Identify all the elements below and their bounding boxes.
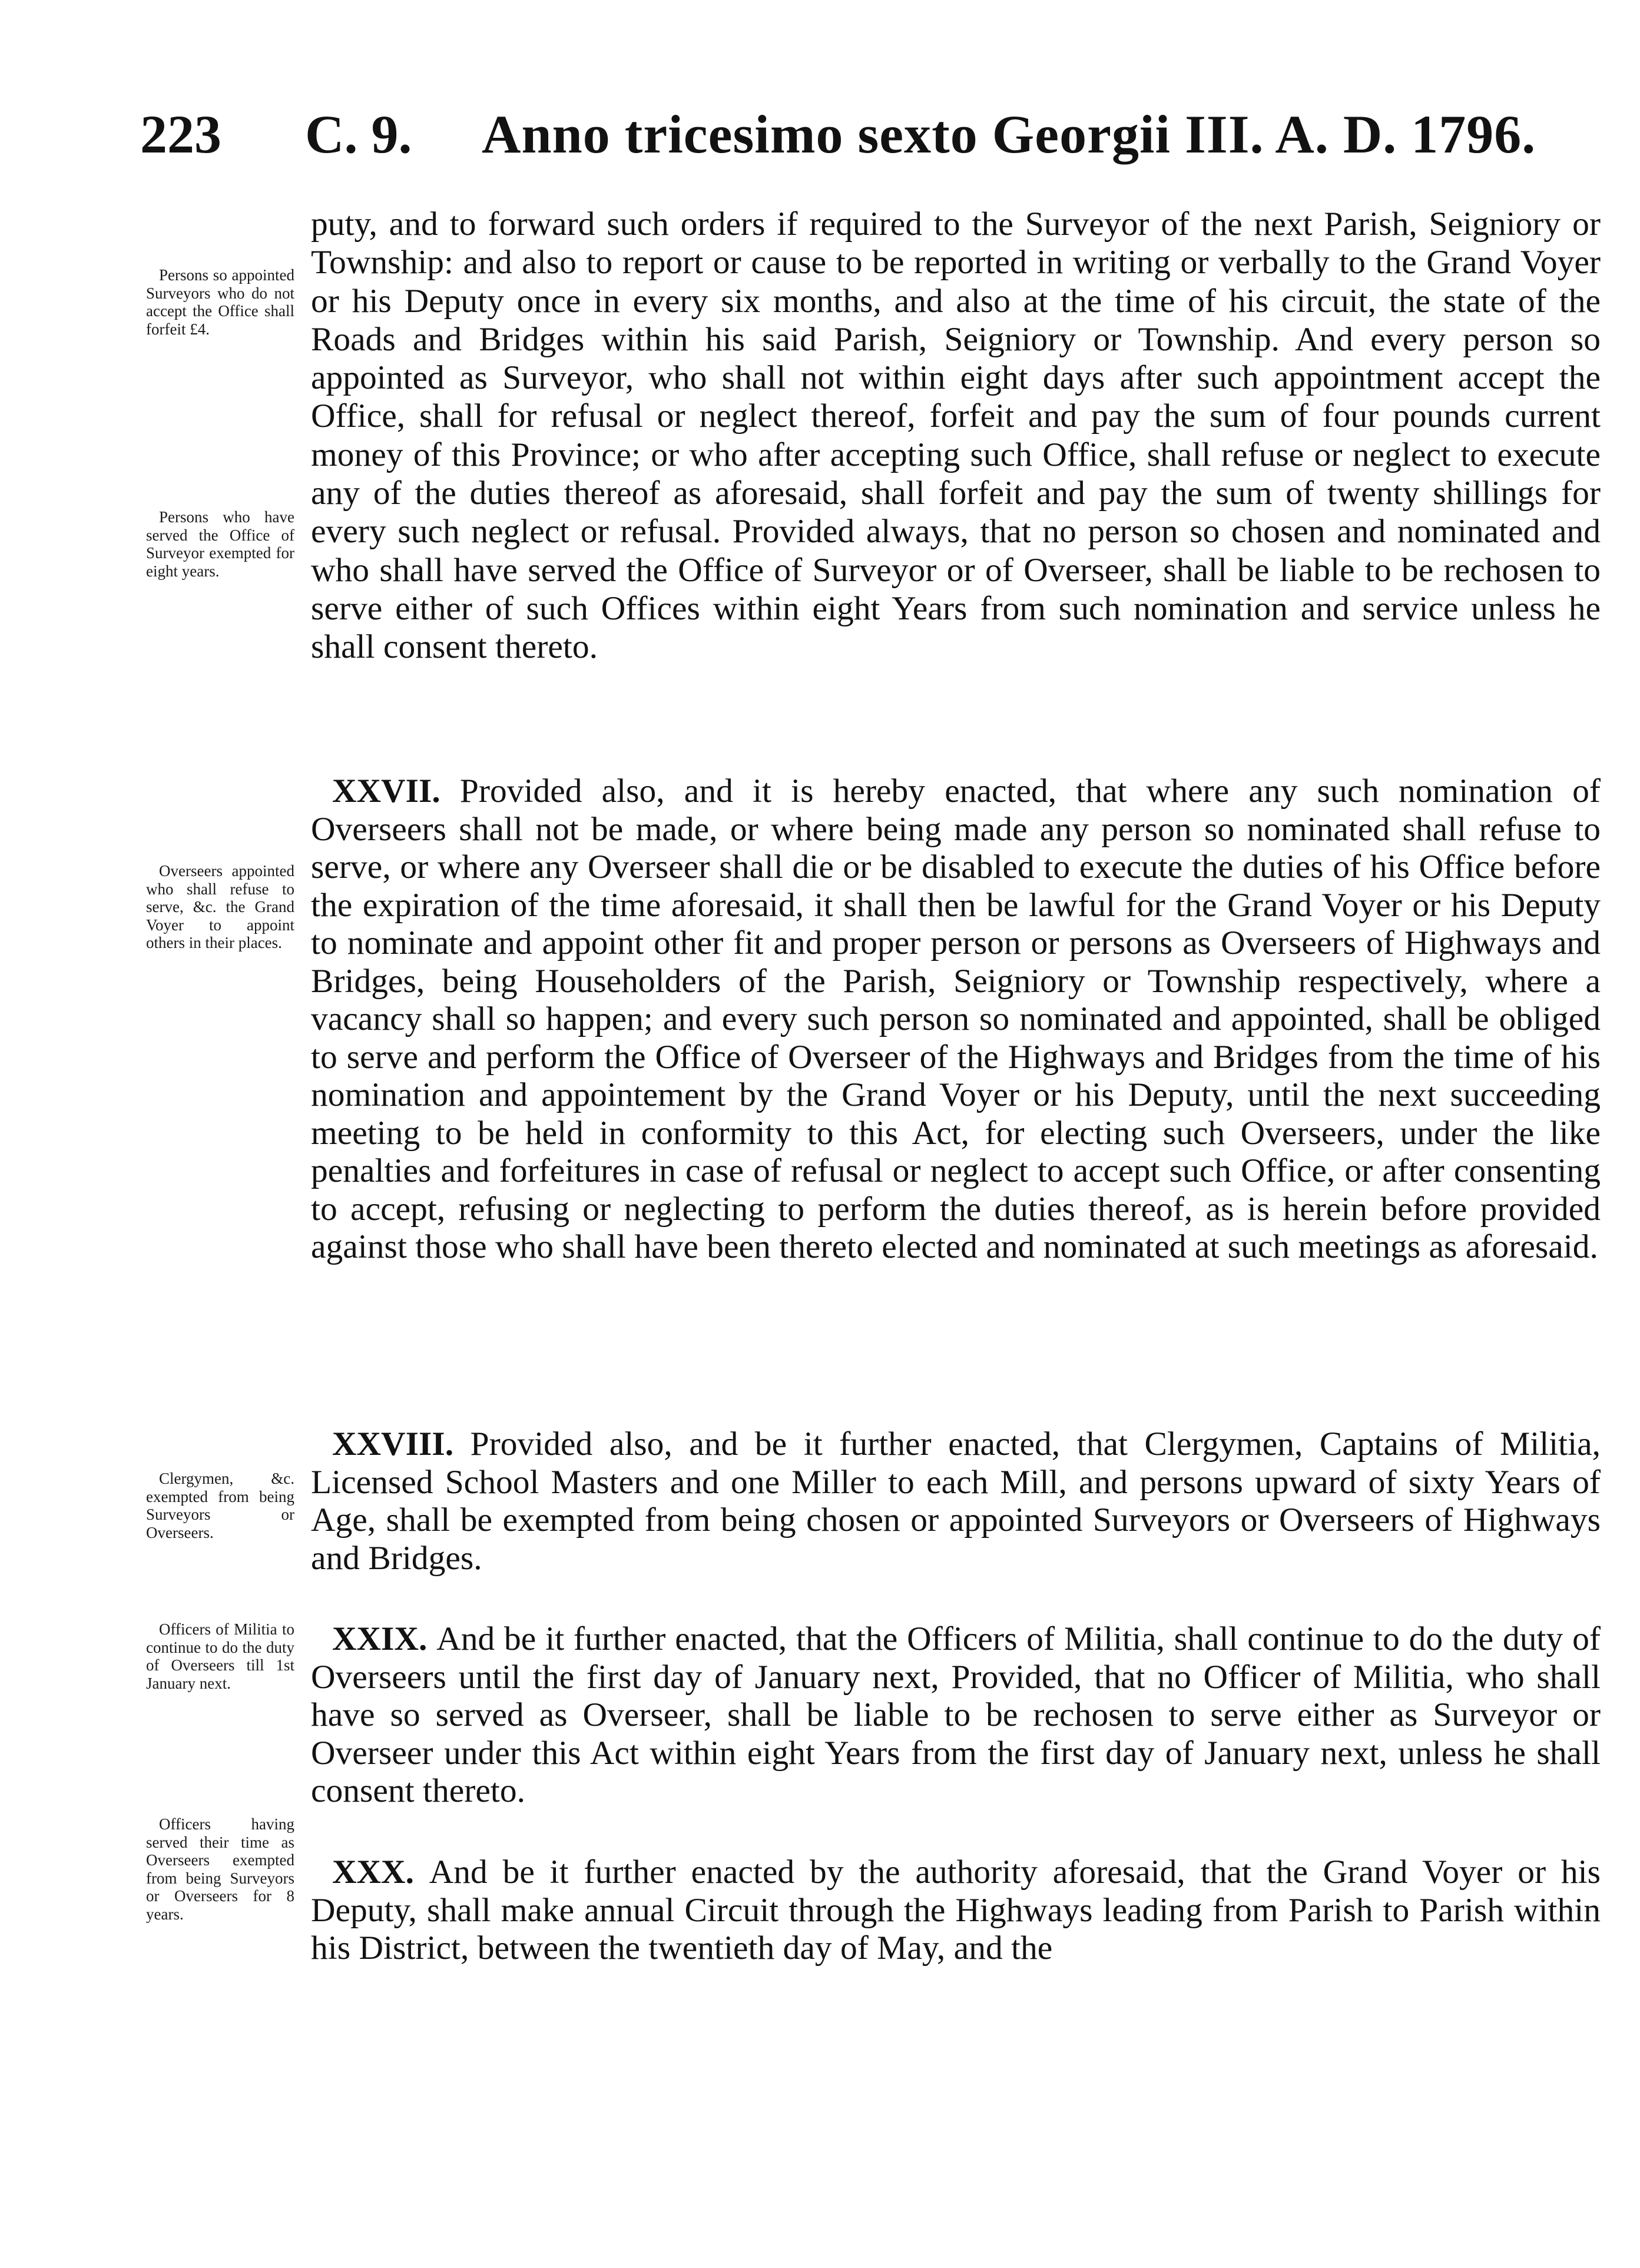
section-xxix [311,1620,1601,1811]
page-number: 223 [140,104,221,164]
section-text: And be it further enacted by the authority aforesaid, that the Grand Voyer or his Deputy, shall make annual Circuit through the Highways leading from Parish to Parish within his District, between the twentieth day of May, and the [311,1853,1601,1967]
margin-note: Persons who have served the Office of Surveyor exempted for eight years. [146,508,294,580]
section-number: XXVIII. [332,1425,471,1463]
margin-note: Overseers appointed who shall refuse to serve, &c. the Grand Voyer to appoint others in their places. [146,862,294,951]
margin-note: Officers having served their time as Overseers exempted from being Surveyors or Overseers for 8 years. [146,1815,294,1923]
running-header [140,103,1601,168]
continuation-paragraph: puty, and to forward such orders if required to the Surveyor of the next Parish, Seigniory or Township: and also to report or cause to be reported in writing or verbally to the Grand Voyer or his Deputy once in every six months, and also at the time of his circuit, the state of the Roads and Bridges within his said Parish, Seigniory or Township. And every person so appointed as Surveyor, who shall not within eight days after such appointment accept the Office, shall for refusal or neglect thereof, forfeit and pay the sum of four pounds current money of this Province; or who after accepting such Office, shall refuse or neglect to execute any of the duties thereof as aforesaid, shall forfeit and pay the sum of twenty shillings for every such neglect or refusal. Provided always, that no person so chosen and nominated and who shall have served the Office of Surveyor or of Overseer, shall be liable to be rechosen to serve either of such Offices within eight Years from such nomination and service unless he shall consent thereto. [311,205,1601,666]
section-number: XXVII. [332,772,460,810]
section-number: XXIX. [332,1620,437,1657]
section-text: And be it further enacted, that the Officers of Militia, shall continue to do the duty of Overseers until the first day of January next, Provided, that no Officer of Militia, who shall have so served as Overseer, shall be liable to be rechosen to serve either as Surveyor or Overseer under this Act within eight Years from the first day of January next, unless he shall consent thereto. [311,1620,1601,1809]
running-title: Anno tricesimo sexto Georgii III. A. D. 1796. [482,104,1536,164]
section-number: XXX. [332,1853,429,1891]
section-text: Provided also, and it is hereby enacted, that where any such nomination of Overseers shall not be made, or where being made any person so nominated shall refuse to serve, or where any Overseer shall die or be disabled to execute the duties of his Office before the expiration of the time aforesaid, it shall then be lawful for the Grand Voyer or his Deputy to nominate and appoint other fit and proper person or persons as Overseers of Highways and Bridges, being Householders of the Parish, Seigniory or Township respectively, where a vacancy shall so happen; and every such person so nominated and appointed, shall be obliged to serve and perform the Office of Overseer of the Highways and Bridges from the time of his nomination and appointement by the Grand Voyer or his Deputy, until the next succeeding meeting to be held in conformity to this Act, for electing such Overseers, under the like penalties and forfeitures in case of refusal or neglect to accept such Office, or after consenting to accept, refusing or neglecting to perform the duties thereof, as is herein before provided against those who shall have been thereto elected and nominated at such meetings as aforesaid. [311,772,1601,1265]
section-xxx [311,1853,1601,1968]
section-xxviii [311,1425,1601,1577]
margin-note: Clergymen, &c. exempted from being Surveyors or Overseers. [146,1470,294,1541]
section-xxvii [311,772,1601,1266]
margin-note: Persons so appointed Surveyors who do not accept the Office shall forfeit £4. [146,266,294,338]
section-text: Provided also, and be it further enacted, that Clergymen, Captains of Militia, Licensed School Masters and one Miller to each Mill, and persons upward of sixty Years of Age, shall be exempted from being chosen or appointed Surveyors or Overseers of Highways and Bridges. [311,1425,1601,1577]
chapter-number: C. 9. [305,104,412,164]
margin-note: Officers of Militia to continue to do the duty of Overseers till 1st January next. [146,1620,294,1692]
